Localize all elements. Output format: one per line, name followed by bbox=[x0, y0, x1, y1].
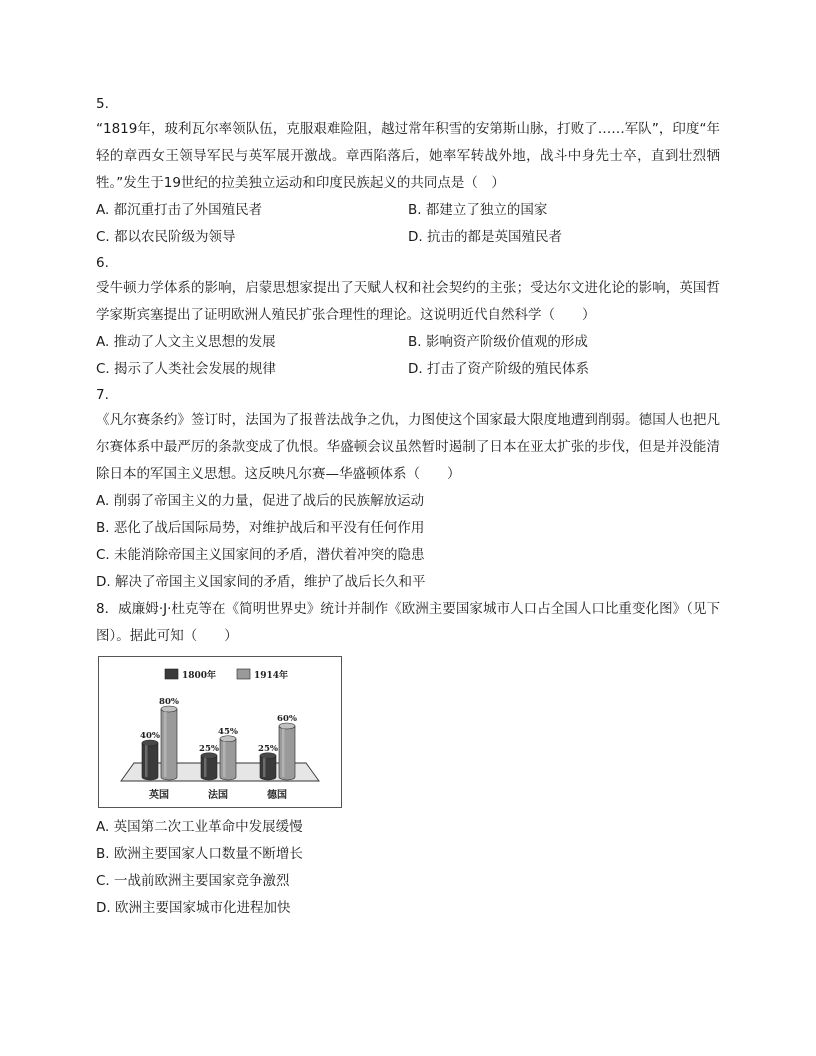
chart-svg bbox=[99, 657, 341, 807]
bar bbox=[279, 726, 295, 780]
question-stem: 受牛顿力学体系的影响，启蒙思想家提出了天赋人权和社会契约的主张；受达尔文进化论的影响，英国哲学家斯宾塞提出了证明欧洲人殖民扩张合理性的理论。这说明近代自然科学（ ） bbox=[96, 280, 720, 323]
category-label: 英国 bbox=[149, 790, 169, 801]
question-7 bbox=[96, 383, 720, 596]
question-number: 5. bbox=[96, 96, 109, 112]
bar bbox=[260, 756, 276, 780]
bar-highlight bbox=[263, 758, 266, 777]
option-d[interactable]: D. 解决了帝国主义国家间的矛盾，维护了战后长久和平 bbox=[96, 574, 426, 590]
bar-highlight bbox=[145, 745, 148, 777]
bar-highlight bbox=[282, 728, 285, 777]
option-b[interactable]: B. 恶化了战后国际局势，对维护战后和平没有任何作用 bbox=[96, 520, 425, 536]
bar-highlight bbox=[204, 758, 207, 777]
data-label: 40% bbox=[140, 731, 160, 741]
option-a[interactable]: A. 都沉重打击了外国殖民者 bbox=[96, 202, 263, 218]
option-a[interactable]: A. 推动了人文主义思想的发展 bbox=[96, 334, 276, 350]
option-c[interactable]: C. 都以农民阶级为领导 bbox=[96, 229, 236, 245]
bar bbox=[161, 709, 177, 780]
data-label: 25% bbox=[258, 743, 278, 754]
category-label: 法国 bbox=[208, 790, 228, 801]
option-b[interactable]: B. 影响资产阶级价值观的形成 bbox=[408, 334, 588, 350]
data-label: 25% bbox=[199, 743, 219, 754]
question-stem: 8．威廉姆·J·杜克等在《简明世界史》统计并制作《欧洲主要国家城市人口占全国人口比重变化图》（见下图）。据此可知（ ） bbox=[96, 601, 720, 644]
question-6 bbox=[96, 251, 720, 383]
legend-swatch bbox=[165, 669, 178, 679]
exam-page bbox=[96, 92, 720, 922]
bar bbox=[201, 756, 217, 780]
question-stem: 《凡尔赛条约》签订时，法国为了报普法战争之仇，力图使这个国家最大限度地遭到削弱。德国人也把凡尔赛体系中最严厉的条款变成了仇恨。华盛顿会议虽然暂时遏制了日本在亚太扩张的步伐，但是并没能清除日本的军国主义思想。这反映凡尔赛—华盛顿体系（ ） bbox=[96, 412, 720, 482]
option-d[interactable]: D. 抗击的都是英国殖民者 bbox=[408, 229, 562, 245]
bar bbox=[142, 743, 158, 780]
bar-highlight bbox=[164, 711, 167, 777]
question-8 bbox=[96, 596, 720, 922]
question-number: 6. bbox=[96, 255, 109, 271]
option-c[interactable]: C. 揭示了人类社会发展的规律 bbox=[96, 361, 277, 377]
question-stem: “1819年，玻利瓦尔率领队伍，克服艰难险阻，越过常年积雪的安第斯山脉，打败了……军队”，印度“年轻的章西女王领导军民与英军展开激战。章西陷落后，她率军转战外地，战斗中身先士卒，直到壮烈牺牲。”发生于19世纪的拉美独立运动和印度民族起义的共同点是（ ） bbox=[96, 121, 720, 191]
option-a[interactable]: A. 英国第二次工业革命中发展缓慢 bbox=[96, 819, 303, 835]
data-label: 45% bbox=[218, 726, 238, 737]
option-d[interactable]: D. 欧洲主要国家城市化进程加快 bbox=[96, 900, 291, 916]
option-d[interactable]: D. 打击了资产阶级的殖民体系 bbox=[408, 361, 589, 377]
data-label: 60% bbox=[277, 714, 297, 724]
options bbox=[96, 329, 720, 383]
option-b[interactable]: B. 都建立了独立的国家 bbox=[408, 202, 548, 218]
question-5 bbox=[96, 92, 720, 251]
bar bbox=[220, 739, 236, 780]
option-c[interactable]: C. 未能消除帝国主义国家间的矛盾，潜伏着冲突的隐患 bbox=[96, 547, 425, 563]
question-number: 7. bbox=[96, 387, 109, 403]
legend-swatch bbox=[237, 669, 250, 679]
options bbox=[96, 197, 720, 251]
legend-label: 1800年 bbox=[182, 671, 217, 681]
option-b[interactable]: B. 欧洲主要国家人口数量不断增长 bbox=[96, 846, 303, 862]
data-label: 80% bbox=[159, 697, 179, 707]
bar-highlight bbox=[223, 741, 226, 777]
urban-population-chart bbox=[98, 656, 342, 808]
category-label: 德国 bbox=[267, 790, 287, 801]
option-c[interactable]: C. 一战前欧洲主要国家竞争激烈 bbox=[96, 873, 290, 889]
legend-label: 1914年 bbox=[254, 671, 289, 681]
option-a[interactable]: A. 削弱了帝国主义的力量，促进了战后的民族解放运动 bbox=[96, 493, 425, 509]
